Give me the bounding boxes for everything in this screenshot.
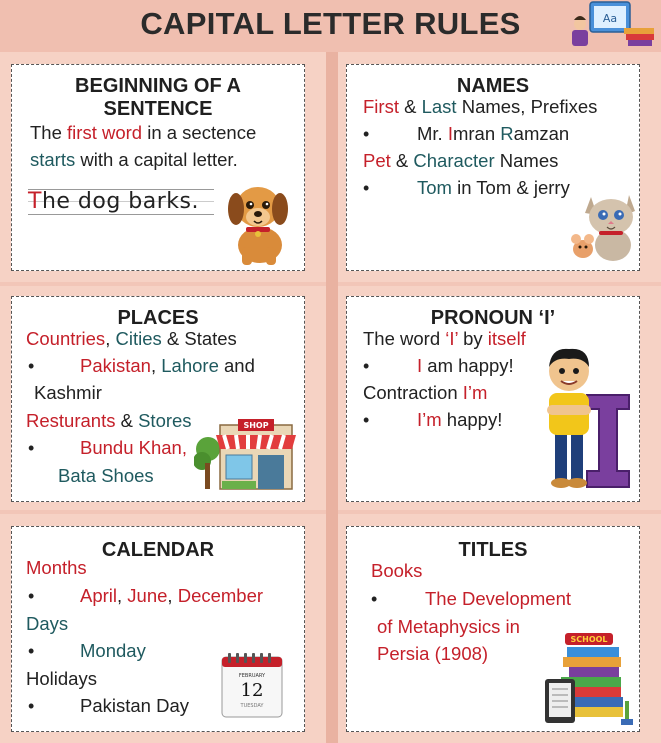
highlight-im: I’m	[417, 409, 442, 430]
highlight-pakistan: Pakistan	[80, 355, 151, 376]
highlight-im: I’m	[462, 382, 488, 403]
card-title: PLACES	[117, 307, 199, 329]
places-line1	[26, 328, 237, 350]
text-segment: &	[390, 150, 414, 171]
places-example2: Bundu Khan,	[80, 437, 187, 458]
names-example2	[417, 177, 570, 199]
bullet: •	[28, 696, 35, 716]
bullet: •	[28, 586, 35, 606]
card-title: CALENDAR	[101, 539, 215, 561]
places-example1	[80, 355, 255, 377]
bullet: •	[363, 124, 370, 144]
highlight-countries: Countries	[26, 328, 106, 349]
text-segment: & States	[161, 328, 237, 349]
text-segment: in Tom & jerry	[451, 177, 570, 198]
rule-text-line1	[30, 122, 256, 144]
text-segment: ,	[105, 328, 116, 349]
bullet: •	[28, 641, 35, 661]
highlight-i: ‘I’	[445, 328, 458, 349]
boy-with-letter-i-illustration	[537, 343, 637, 495]
card-title: NAMES	[456, 75, 530, 97]
titles-example-line2: of Metaphysics in	[377, 616, 520, 637]
card-places	[11, 296, 305, 502]
calendar-days-example: Monday	[80, 640, 146, 661]
rule-text-line2	[30, 149, 238, 171]
calendar-months-label: Months	[26, 557, 87, 578]
page-title: CAPITAL LETTER RULES	[140, 6, 521, 41]
bullet: •	[28, 438, 35, 458]
puppy-illustration	[224, 175, 294, 267]
calendar-holidays-label: Holidays	[26, 668, 97, 689]
highlight-tom: Tom	[417, 177, 452, 198]
shop-illustration	[194, 419, 300, 495]
card-title-line2: SENTENCE	[103, 98, 213, 120]
names-example1	[417, 123, 569, 145]
text-segment: Names, Prefixes	[456, 96, 598, 117]
places-example3: Bata Shoes	[58, 465, 154, 486]
text-segment: happy!	[441, 409, 503, 430]
text-segment: in a sectence	[142, 122, 257, 143]
calendar-month-text: FEBRUARY	[238, 673, 266, 679]
shop-sign: SHOP	[243, 421, 269, 430]
text-segment: The word	[363, 328, 446, 349]
highlight-first-word: first word	[67, 122, 143, 143]
highlight-june: June	[127, 585, 168, 606]
titles-example-line3: Persia (1908)	[377, 643, 489, 664]
places-line3: Kashmir	[34, 382, 102, 403]
card-title-line1: BEGINNING OF A	[75, 75, 241, 97]
card-calendar	[11, 526, 305, 732]
card-title: TITLES	[458, 539, 528, 561]
places-line4	[26, 410, 192, 432]
calendar-day-number: 12	[240, 680, 264, 701]
calendar-weekday-text: TUESDAY	[240, 703, 264, 709]
highlight-lahore: Lahore	[161, 355, 219, 376]
highlight-capital: I	[447, 123, 453, 144]
highlight-first: First	[363, 96, 399, 117]
highlight-april: April	[80, 585, 118, 606]
bullet: •	[28, 356, 35, 376]
text-segment: amzan	[513, 123, 570, 144]
pronoun-example1	[417, 355, 514, 377]
highlight-last: Last	[421, 96, 457, 117]
calendar-days-label: Days	[26, 613, 69, 634]
highlight-december: December	[177, 585, 264, 606]
bullet: •	[363, 356, 370, 376]
column-divider	[326, 52, 338, 743]
card-titles	[346, 526, 640, 732]
example-sentence	[28, 189, 199, 214]
handwriting-guide-base	[28, 214, 214, 215]
text-segment: ,	[150, 355, 162, 376]
highlight-pet: Pet	[363, 150, 391, 171]
text-segment: by	[457, 328, 488, 349]
highlight-character: Character	[413, 150, 495, 171]
highlight-itself: itself	[487, 328, 526, 349]
bullet: •	[371, 589, 378, 609]
svg-text:Aa: Aa	[602, 12, 618, 25]
text-segment: Mr.	[417, 123, 448, 144]
bullet: •	[363, 410, 370, 430]
calendar-months-example	[80, 585, 263, 607]
text-segment: am happy!	[422, 355, 514, 376]
text-segment: Names	[494, 150, 559, 171]
names-line1	[363, 96, 597, 118]
calendar-holiday-example: Pakistan Day	[80, 695, 189, 716]
titles-books-label: Books	[371, 560, 423, 581]
names-line3	[363, 150, 558, 172]
bullet: •	[363, 178, 370, 198]
calendar-page-illustration	[220, 651, 286, 719]
highlight-capital: R	[500, 123, 514, 144]
text-segment: &	[115, 410, 139, 431]
highlight-i: I	[417, 355, 423, 376]
titles-example-line1: The Development	[425, 588, 572, 609]
example-rest: he dog barks.	[41, 189, 199, 214]
text-segment: The	[30, 122, 68, 143]
school-sign: SCHOOL	[570, 635, 608, 644]
text-segment: with a capital letter.	[75, 149, 238, 170]
highlight-cities: Cities	[115, 328, 162, 349]
card-title: PRONOUN ‘I’	[430, 307, 556, 329]
text-segment: ,	[167, 585, 178, 606]
text-segment: Contraction	[363, 382, 463, 403]
highlight-starts: starts	[30, 149, 76, 170]
highlight-resturants: Resturants	[26, 410, 116, 431]
text-segment: &	[398, 96, 422, 117]
text-segment: and	[218, 355, 255, 376]
books-and-tablet-illustration	[543, 631, 635, 727]
text-segment: mran	[452, 123, 501, 144]
pronoun-line3	[363, 382, 487, 404]
card-beginning-of-sentence	[11, 64, 305, 271]
card-pronoun-i	[346, 296, 640, 502]
card-names	[346, 64, 640, 271]
text-segment: ,	[117, 585, 128, 606]
highlight-stores: Stores	[138, 410, 192, 431]
student-laptop-illustration	[566, 0, 658, 50]
pronoun-line1	[363, 328, 526, 350]
pronoun-example2	[417, 409, 502, 431]
example-capital-letter: T	[28, 189, 42, 214]
cat-and-mouse-illustration	[567, 181, 639, 267]
